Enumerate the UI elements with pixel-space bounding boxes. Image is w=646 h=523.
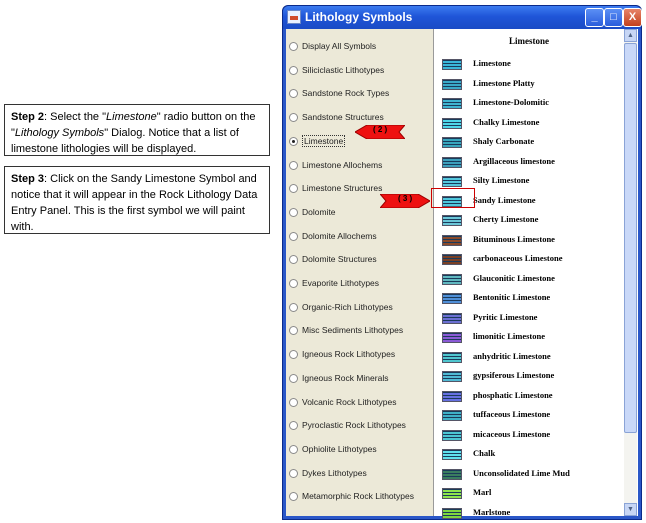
radio-option-label: Limestone Allochems bbox=[302, 159, 383, 170]
lithology-list-item[interactable] bbox=[442, 271, 624, 289]
scroll-thumb[interactable] bbox=[624, 43, 637, 433]
lithology-label: Sandy Limestone bbox=[473, 194, 536, 205]
lithology-pattern-swatch[interactable] bbox=[442, 157, 462, 168]
lithology-list-item[interactable] bbox=[442, 95, 624, 113]
radio-option-label: Sandstone Structures bbox=[302, 112, 384, 123]
radio-option[interactable] bbox=[289, 229, 433, 247]
lithology-label: Cherty Limestone bbox=[473, 214, 539, 224]
radio-option-label: Organic-Rich Lithotypes bbox=[302, 301, 393, 312]
lithology-list-item[interactable] bbox=[442, 505, 624, 523]
lithology-list-item[interactable] bbox=[442, 427, 624, 445]
radio-button-icon[interactable] bbox=[289, 66, 298, 75]
step3-arrow bbox=[380, 194, 430, 208]
radio-button-icon[interactable] bbox=[289, 184, 298, 193]
radio-option-label: Pyroclastic Rock Lithotypes bbox=[302, 420, 406, 431]
lithology-pattern-swatch[interactable] bbox=[442, 508, 462, 519]
window-title: Lithology Symbols bbox=[305, 10, 413, 24]
lithology-pattern-swatch[interactable] bbox=[442, 79, 462, 90]
lithology-pattern-swatch[interactable] bbox=[442, 313, 462, 324]
radio-option-label: Limestone Structures bbox=[302, 183, 383, 194]
step2-arrow-label: ( 2 ) bbox=[373, 125, 388, 134]
step3-prefix: Step 3 bbox=[11, 173, 45, 185]
step2-text3: " Dialog. Notice that a list of limestone lithologies will be displayed. bbox=[11, 127, 239, 155]
radio-option-label: Igneous Rock Minerals bbox=[302, 372, 389, 383]
step3-callout bbox=[4, 166, 270, 234]
lithology-pattern-swatch[interactable] bbox=[442, 293, 462, 304]
lithology-list-item[interactable] bbox=[442, 485, 624, 503]
radio-button-icon[interactable] bbox=[289, 255, 298, 264]
lithology-list-item[interactable] bbox=[442, 407, 624, 425]
lithology-label: Chalk bbox=[473, 448, 496, 458]
step3-arrow-label: ( 3 ) bbox=[398, 194, 413, 203]
lithology-list-item[interactable] bbox=[442, 232, 624, 250]
lithology-pattern-swatch[interactable] bbox=[442, 469, 462, 480]
lithology-label: Bentonitic Limestone bbox=[473, 292, 551, 302]
lithology-pattern-swatch[interactable] bbox=[442, 352, 462, 363]
lithology-pattern-swatch[interactable] bbox=[442, 332, 462, 343]
title-bar[interactable] bbox=[283, 6, 641, 29]
radio-option[interactable] bbox=[289, 323, 433, 341]
step3-text: : Click on the Sandy Limestone Symbol and notice that it will appear in the Rock Lithology Data Entry Panel. This is the first symbol we will paint with. bbox=[11, 173, 258, 233]
lithology-label: Limestone-Dolomitic bbox=[473, 97, 550, 107]
lithology-label: Limestone bbox=[473, 58, 511, 68]
lithology-pattern-swatch[interactable] bbox=[442, 274, 462, 285]
lithology-label: carbonaceous Limestone bbox=[473, 253, 563, 263]
minimize-button[interactable]: _ bbox=[585, 8, 604, 27]
lithology-label: anhydritic Limestone bbox=[473, 350, 551, 361]
radio-option-label: Dolomite bbox=[302, 206, 336, 217]
radio-option[interactable] bbox=[289, 466, 433, 484]
scroll-down-icon[interactable]: ▼ bbox=[624, 503, 637, 516]
vertical-scrollbar[interactable] bbox=[624, 29, 637, 516]
lithology-pattern-swatch[interactable] bbox=[442, 118, 462, 129]
lithology-label: limonitic Limestone bbox=[473, 331, 546, 341]
lithology-pattern-swatch[interactable] bbox=[442, 449, 462, 460]
list-header: Limestone bbox=[509, 36, 549, 46]
radio-option[interactable] bbox=[289, 347, 433, 365]
radio-button-icon[interactable] bbox=[289, 421, 298, 430]
sandy-limestone-highlight bbox=[431, 188, 475, 208]
radio-button-icon[interactable] bbox=[289, 161, 298, 170]
radio-option-label: Misc Sediments Lithotypes bbox=[302, 325, 404, 336]
radio-button-icon[interactable] bbox=[289, 350, 298, 359]
lithology-label: Bituminous Limestone bbox=[473, 233, 555, 244]
radio-button-icon[interactable] bbox=[289, 42, 298, 51]
radio-option-label: Metamorphic Rock Lithotypes bbox=[302, 491, 414, 502]
radio-option[interactable] bbox=[289, 158, 433, 176]
step2-text2: " radio button on the " bbox=[11, 111, 256, 139]
lithology-pattern-swatch[interactable] bbox=[442, 488, 462, 499]
radio-option-label: Igneous Rock Lithotypes bbox=[302, 349, 396, 360]
radio-button-icon[interactable] bbox=[289, 113, 298, 122]
lithology-label: Pyritic Limestone bbox=[473, 311, 538, 322]
lithology-pattern-swatch[interactable] bbox=[442, 391, 462, 402]
lithology-list-item[interactable] bbox=[442, 56, 624, 74]
lithology-label: Glauconitic Limestone bbox=[473, 272, 555, 283]
radio-option[interactable] bbox=[289, 395, 433, 413]
radio-option-label: Dolomite Structures bbox=[302, 254, 377, 265]
radio-option[interactable] bbox=[289, 300, 433, 318]
lithology-label: gypsiferous Limestone bbox=[473, 370, 555, 380]
lithology-list-item[interactable] bbox=[442, 115, 624, 133]
lithology-pattern-swatch[interactable] bbox=[442, 410, 462, 421]
radio-button-icon[interactable] bbox=[289, 492, 298, 501]
step2-prefix: Step 2 bbox=[11, 111, 45, 123]
step2-arrow bbox=[355, 125, 405, 139]
radio-option[interactable] bbox=[289, 86, 433, 104]
lithology-label: Marl bbox=[473, 487, 492, 497]
radio-button-icon[interactable] bbox=[289, 445, 298, 454]
radio-option[interactable] bbox=[289, 252, 433, 270]
radio-option[interactable] bbox=[289, 442, 433, 460]
lithology-list-item[interactable] bbox=[442, 368, 624, 386]
lithology-label: micaceous Limestone bbox=[473, 428, 551, 439]
radio-button-icon[interactable] bbox=[289, 232, 298, 241]
radio-option[interactable] bbox=[289, 276, 433, 294]
lithology-label: Unconsolidated Lime Mud bbox=[473, 467, 570, 478]
app-icon bbox=[287, 10, 301, 24]
radio-option[interactable] bbox=[289, 418, 433, 436]
lithology-list-item[interactable] bbox=[442, 290, 624, 308]
radio-option-label: Volcanic Rock Lithotypes bbox=[302, 396, 397, 407]
radio-option-label: Siliciclastic Lithotypes bbox=[302, 64, 385, 75]
radio-option[interactable] bbox=[289, 63, 433, 81]
lithology-list-item[interactable] bbox=[442, 310, 624, 328]
window-client-area bbox=[286, 29, 638, 516]
lithology-pattern-swatch[interactable] bbox=[442, 176, 462, 187]
radio-option-label: Dolomite Allochems bbox=[302, 230, 377, 241]
category-radio-panel bbox=[286, 29, 433, 516]
lithology-list-item[interactable] bbox=[442, 388, 624, 406]
lithology-pattern-swatch[interactable] bbox=[442, 59, 462, 70]
radio-button-icon[interactable] bbox=[289, 208, 298, 217]
maximize-button[interactable]: □ bbox=[604, 8, 623, 27]
lithology-pattern-swatch[interactable] bbox=[442, 371, 462, 382]
lithology-label: Marlstone bbox=[473, 506, 511, 517]
radio-option-label: Sandstone Rock Types bbox=[302, 88, 390, 99]
step2-text1: : Select the " bbox=[44, 111, 107, 123]
radio-option-label: Ophiolite Lithotypes bbox=[302, 443, 377, 454]
lithology-list-item[interactable] bbox=[442, 76, 624, 94]
lithology-list-item[interactable] bbox=[442, 446, 624, 464]
radio-option[interactable] bbox=[289, 39, 433, 57]
lithology-pattern-swatch[interactable] bbox=[442, 137, 462, 148]
radio-option-label: Display All Symbols bbox=[302, 41, 377, 51]
step2-em1: Limestone bbox=[106, 111, 157, 123]
radio-button-icon[interactable] bbox=[289, 303, 298, 312]
close-button[interactable]: X bbox=[623, 8, 642, 27]
symbol-list-panel bbox=[433, 29, 638, 516]
lithology-label: Shaly Carbonate bbox=[473, 136, 535, 146]
lithology-list-item[interactable] bbox=[442, 251, 624, 269]
lithology-pattern-swatch[interactable] bbox=[442, 215, 462, 226]
lithology-label: Chalky Limestone bbox=[473, 116, 540, 127]
lithology-label: Limestone Platty bbox=[473, 77, 535, 88]
lithology-list-item[interactable] bbox=[442, 466, 624, 484]
radio-button-icon[interactable] bbox=[289, 398, 298, 407]
radio-option-label: Dykes Lithotypes bbox=[302, 467, 367, 478]
lithology-list-item[interactable] bbox=[442, 329, 624, 347]
lithology-label: Argillaceous limestone bbox=[473, 155, 555, 166]
radio-button-icon[interactable] bbox=[289, 137, 298, 146]
radio-option[interactable] bbox=[289, 371, 433, 389]
radio-button-icon[interactable] bbox=[289, 469, 298, 478]
radio-button-icon[interactable] bbox=[289, 89, 298, 98]
lithology-symbols-window bbox=[282, 5, 642, 520]
lithology-label: phosphatic Limestone bbox=[473, 389, 553, 400]
step2-callout bbox=[4, 104, 270, 156]
lithology-pattern-swatch[interactable] bbox=[442, 98, 462, 109]
radio-button-icon[interactable] bbox=[289, 374, 298, 383]
radio-button-icon[interactable] bbox=[289, 279, 298, 288]
lithology-list-item[interactable] bbox=[442, 349, 624, 367]
scroll-up-icon[interactable]: ▲ bbox=[624, 29, 637, 42]
lithology-list-item[interactable] bbox=[442, 134, 624, 152]
lithology-pattern-swatch[interactable] bbox=[442, 235, 462, 246]
lithology-list-item[interactable] bbox=[442, 154, 624, 172]
lithology-label: Silty Limestone bbox=[473, 175, 530, 185]
radio-button-icon[interactable] bbox=[289, 326, 298, 335]
radio-option[interactable] bbox=[289, 489, 433, 507]
lithology-label: tuffaceous Limestone bbox=[473, 409, 551, 419]
lithology-pattern-swatch[interactable] bbox=[442, 430, 462, 441]
lithology-pattern-swatch[interactable] bbox=[442, 254, 462, 265]
lithology-list-item[interactable] bbox=[442, 212, 624, 230]
radio-option-label: Limestone bbox=[304, 135, 344, 146]
radio-option-label: Evaporite Lithotypes bbox=[302, 278, 380, 288]
step2-em2: Lithology Symbols bbox=[14, 127, 105, 139]
